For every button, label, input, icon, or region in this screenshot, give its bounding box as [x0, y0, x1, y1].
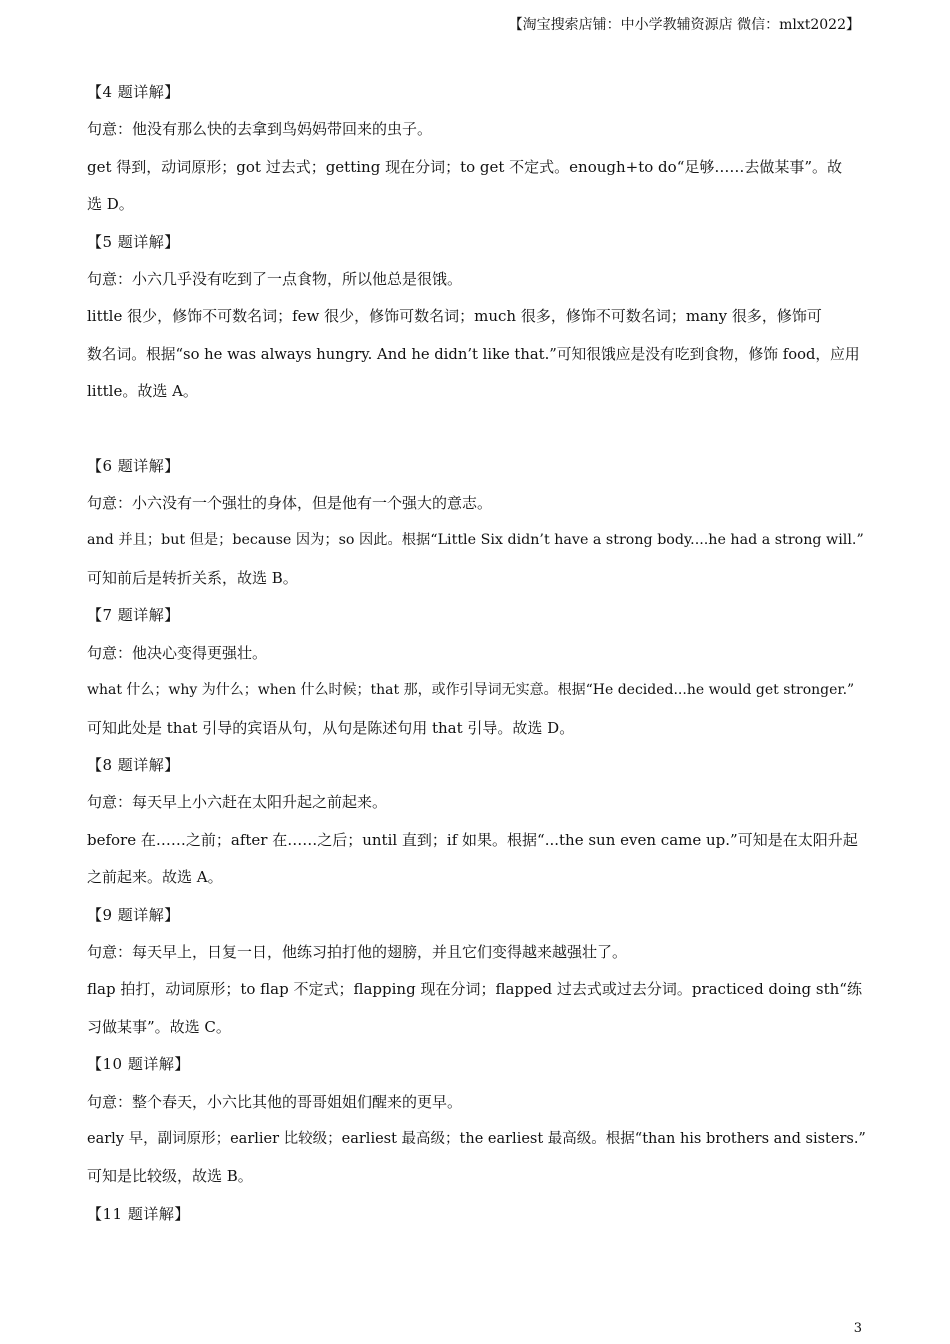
- paragraph-line: 句意：每天早上小六赶在太阳升起之前起来。: [87, 793, 388, 812]
- header-note: 【淘宝搜索店铺：中小学教辅资源店 微信：mlxt2022】: [508, 17, 860, 33]
- section-heading: 【5 题详解】: [87, 232, 180, 251]
- paragraph-line: before 在……之前；after 在……之后；until 直到；if 如果。根据“...the sun even came up.”可知是在太阳升起: [87, 830, 858, 849]
- paragraph-line: 句意：他决心变得更强壮。: [87, 643, 268, 662]
- paragraph-line: little 很少，修饰不可数名词；few 很少，修饰可数名词；much 很多，修饰不可数名词；many 很多，修饰可: [87, 307, 822, 326]
- paragraph-line: 句意：整个春天，小六比其他的哥哥姐姐们醒来的更早。: [87, 1092, 463, 1111]
- paragraph-line: little。故选 A。: [87, 382, 198, 401]
- paragraph-line: 句意：每天早上，日复一日，他练习拍打他的翅膀，并且它们变得越来越强壮了。: [87, 942, 628, 961]
- paragraph-line: 可知此处是 that 引导的宾语从句，从句是陈述句用 that 引导。故选 D。: [87, 718, 575, 737]
- paragraph-line: 习做某事”。故选 C。: [87, 1017, 231, 1036]
- section-heading: 【7 题详解】: [87, 606, 180, 625]
- paragraph-line: and 并且；but 但是；because 因为；so 因此。根据“Little Six didn’t have a strong body....he had a strong will.”: [87, 532, 864, 549]
- paragraph-line: get 得到，动词原形；got 过去式；getting 现在分词；to get 不定式。enough+to do“足够……去做某事”。故: [87, 157, 843, 176]
- section-heading: 【11 题详解】: [87, 1204, 190, 1223]
- paragraph-line: 之前起来。故选 A。: [87, 868, 223, 887]
- blank-gap: [87, 411, 867, 448]
- section-heading: 【10 题详解】: [87, 1055, 190, 1074]
- section-heading: 【4 题详解】: [87, 83, 180, 101]
- paragraph-line: 句意：小六几乎没有吃到了一点食物，所以他总是很饿。: [87, 270, 463, 289]
- section-heading: 【9 题详解】: [87, 905, 180, 924]
- paragraph-line: 数名词。根据“so he was always hungry. And he didn’t like that.”可知很饿应是没有吃到食物，修饰 food，应用: [87, 345, 860, 363]
- paragraph-line: 选 D。: [87, 195, 134, 214]
- paragraph-line: what 什么；why 为什么；when 什么时候；that 那，或作引导词无实意。根据“He decided...he would get stronger.”: [87, 682, 855, 699]
- paragraph-line: 句意：他没有那么快的去拿到鸟妈妈带回来的虫子。: [87, 120, 433, 139]
- paragraph-line: 可知是比较级，故选 B。: [87, 1167, 253, 1186]
- page-number: 3: [853, 1321, 862, 1336]
- document-body: [87, 74, 867, 1233]
- paragraph-line: 句意：小六没有一个强壮的身体，但是他有一个强大的意志。: [87, 494, 493, 513]
- section-heading: 【6 题详解】: [87, 456, 180, 475]
- paragraph-line: flap 拍打，动词原形；to flap 不定式；flapping 现在分词；flapped 过去式或过去分词。practiced doing sth“练: [87, 980, 862, 999]
- paragraph-line: early 早，副词原形；earlier 比较级；earliest 最高级；the earliest 最高级。根据“than his brothers and sisters.”: [87, 1130, 866, 1147]
- section-heading: 【8 题详解】: [87, 755, 180, 774]
- paragraph-line: 可知前后是转折关系，故选 B。: [87, 568, 298, 587]
